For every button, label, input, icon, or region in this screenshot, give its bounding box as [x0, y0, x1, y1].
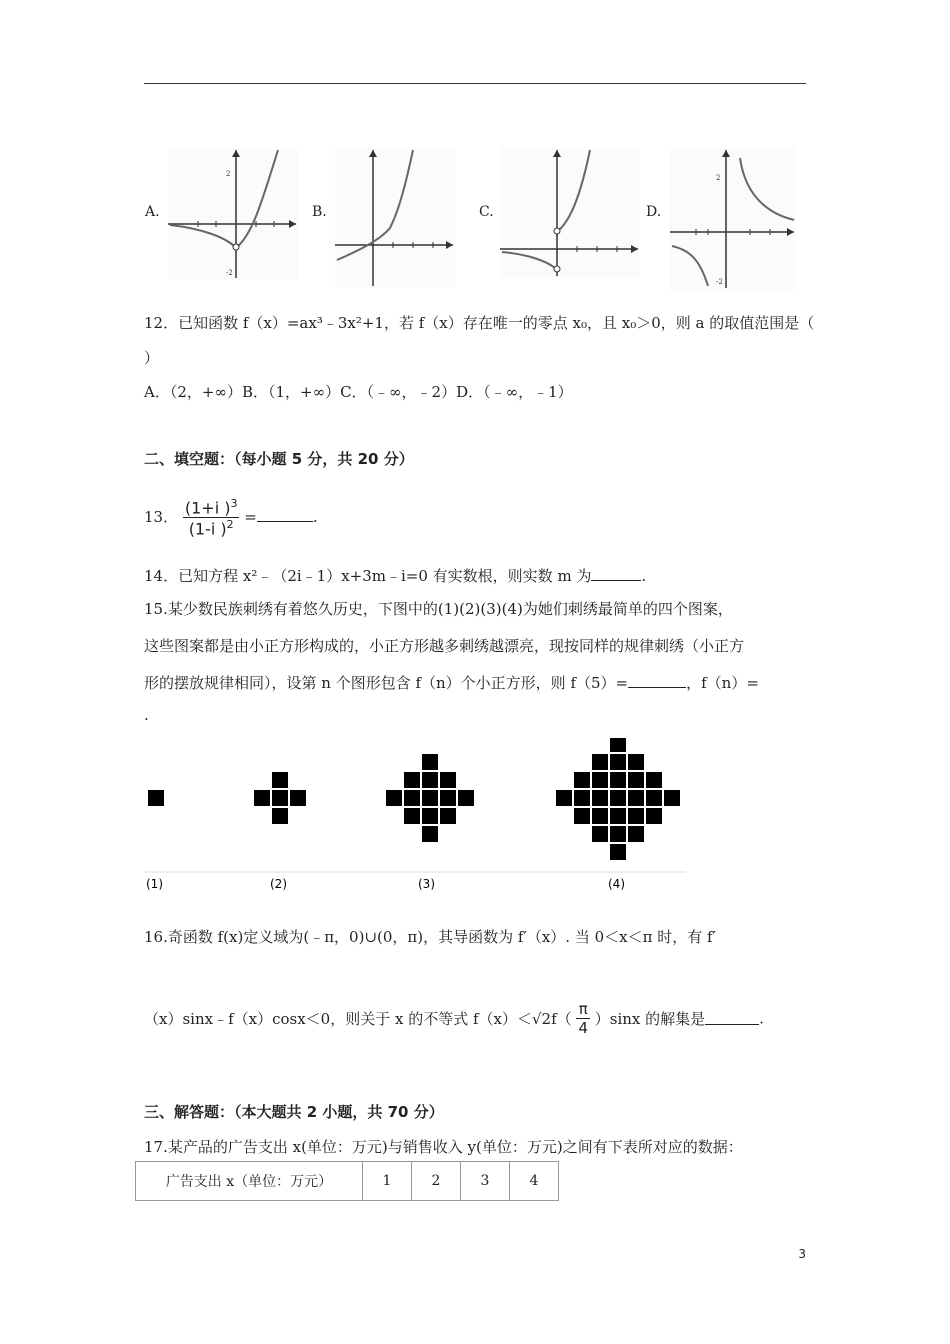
pattern-4-square — [646, 772, 662, 788]
pattern-4-square — [574, 772, 590, 788]
pattern-3-square — [422, 826, 438, 842]
q13 — [144, 497, 318, 539]
pattern-3-square — [386, 790, 402, 806]
pattern-4-square — [628, 808, 644, 824]
pattern-4-square — [610, 738, 626, 752]
q14-answer-blank[interactable] — [591, 568, 641, 581]
q16-answer-blank[interactable] — [705, 1012, 759, 1025]
graph-option-c — [500, 148, 640, 278]
q15-line1: 15.某少数民族刺绣有着悠久历史，下图中的(1)(2)(3)(4)为她们刺绣最简单的四个图案， — [144, 600, 733, 618]
table-header-cell: 广告支出 x（单位：万元） — [136, 1162, 363, 1201]
pattern-3-square — [404, 790, 420, 806]
top-rule — [144, 83, 806, 84]
q12-choices: A．（2，+∞）B．（1，+∞）C．（﹣∞，﹣2）D．（﹣∞，﹣1） — [144, 383, 573, 401]
q13-fraction — [183, 497, 240, 539]
q14-text: 14．已知方程 x²﹣（2i﹣1）x+3m﹣i=0 有实数根，则实数 m 为 — [144, 567, 592, 585]
q13-den-exponent: 2 — [226, 518, 234, 532]
pattern-2-square — [272, 790, 288, 806]
pattern-3-square — [422, 772, 438, 788]
pattern-caption-1: (1) — [146, 877, 163, 891]
section-2-title: 二、填空题：（每小题 5 分，共 20 分） — [144, 450, 414, 468]
q14 — [144, 565, 646, 586]
tick-label-2: 2 — [226, 170, 231, 178]
option-c-label: C. — [479, 204, 494, 220]
pattern-4-square — [646, 808, 662, 824]
table-cell: 4 — [510, 1162, 559, 1201]
pattern-3-square — [422, 754, 438, 770]
tick-label-2: 2 — [716, 174, 721, 182]
q17-data-table — [135, 1161, 559, 1201]
pattern-4-square — [610, 754, 626, 770]
pattern-3-square — [404, 808, 420, 824]
pattern-3-square — [404, 772, 420, 788]
pattern-4-square — [628, 826, 644, 842]
page-number: 3 — [798, 1247, 806, 1261]
pattern-4-square — [610, 772, 626, 788]
pattern-4-square — [628, 790, 644, 806]
embroidery-patterns — [140, 738, 690, 892]
pattern-4-square — [592, 754, 608, 770]
pattern-4-square — [592, 772, 608, 788]
pattern-4-square — [628, 754, 644, 770]
pattern-3-square — [422, 808, 438, 824]
pattern-4-square — [574, 790, 590, 806]
pattern-caption-4: (4) — [608, 877, 625, 891]
pattern-group — [148, 738, 680, 860]
q13-prefix: 13． — [144, 507, 179, 526]
table-row — [136, 1162, 559, 1201]
q13-denominator: (1-i ) — [188, 519, 227, 539]
pattern-4-square — [592, 826, 608, 842]
pattern-2-square — [290, 790, 306, 806]
pattern-4-square — [574, 808, 590, 824]
q16-frac-den: 4 — [578, 1019, 588, 1037]
q12-line2: ） — [144, 349, 160, 367]
pattern-3-square — [440, 772, 456, 788]
q13-num-exponent: 3 — [230, 497, 238, 510]
q12-line1: 12．已知函数 f（x）=ax³﹣3x²+1，若 f（x）存在唯一的零点 x₀，且 x₀＞0，则 a 的取值范围是（ — [144, 314, 815, 332]
q13-equals: = — [244, 507, 257, 526]
option-d-label: D. — [646, 204, 662, 220]
pattern-4-square — [610, 808, 626, 824]
pattern-1-square — [148, 790, 164, 806]
graph-option-a — [168, 148, 298, 280]
pattern-4-square — [646, 790, 662, 806]
pattern-2-square — [272, 808, 288, 824]
q16-line2 — [144, 1000, 764, 1037]
table-cell: 3 — [461, 1162, 510, 1201]
q16-fraction — [576, 1000, 590, 1037]
q13-numerator: (1+i ) — [184, 498, 231, 518]
pattern-3-square — [458, 790, 474, 806]
q16-line2-text: （x）sinx﹣f（x）cosx＜0，则关于 x 的不等式 f（x）＜√2f（ — [144, 1010, 572, 1028]
q15-line3 — [144, 672, 759, 693]
graph-option-d — [670, 148, 796, 290]
pattern-3-square — [440, 808, 456, 824]
q16-frac-num: π — [576, 1000, 590, 1019]
pattern-2-square — [272, 772, 288, 788]
pattern-4-square — [664, 790, 680, 806]
pattern-4-square — [628, 772, 644, 788]
pattern-caption-3: (3) — [418, 877, 435, 891]
pattern-caption-2: (2) — [270, 877, 287, 891]
q15-line3-text: 形的摆放规律相同），设第 n 个图形包含 f（n）个小正方形，则 f（5）= — [144, 674, 629, 692]
option-b-label: B. — [312, 204, 327, 220]
q14-end: . — [641, 567, 647, 585]
pattern-4-square — [610, 790, 626, 806]
q13-end: . — [312, 507, 318, 526]
pattern-4-square — [610, 826, 626, 842]
pattern-4-square — [610, 844, 626, 860]
pattern-2-square — [254, 790, 270, 806]
pattern-3-square — [440, 790, 456, 806]
pattern-3-square — [422, 790, 438, 806]
section-3-title: 三、解答题：（本大题共 2 小题，共 70 分） — [144, 1103, 444, 1121]
q15-f5-blank[interactable] — [628, 675, 686, 688]
graph-option-b — [335, 148, 455, 288]
pattern-4-square — [556, 790, 572, 806]
option-a-label: A. — [145, 204, 160, 220]
tick-label-neg2: -2 — [716, 278, 723, 286]
q16-line1: 16.奇函数 f(x)定义域为(﹣π，0)∪(0，π)，其导函数为 f′（x）. 当 0＜x＜π 时，有 f′ — [144, 928, 716, 946]
pattern-4-square — [592, 808, 608, 824]
q15-line2: 这些图案都是由小正方形构成的，小正方形越多刺绣越漂亮，现按同样的规律刺绣（小正方 — [144, 637, 745, 655]
q16-end: . — [759, 1009, 764, 1028]
q13-answer-blank[interactable] — [257, 509, 313, 522]
q15-line3-fn: ，f（n）= — [686, 674, 759, 692]
q16-line2-tail: ）sinx 的解集是 — [594, 1010, 706, 1028]
pattern-4-square — [592, 790, 608, 806]
table-cell: 2 — [412, 1162, 461, 1201]
q15-line4: . — [144, 706, 149, 724]
q17-text: 17.某产品的广告支出 x(单位：万元)与销售收入 y(单位：万元)之间有下表所对应的数据： — [144, 1138, 743, 1156]
table-cell: 1 — [363, 1162, 412, 1201]
tick-label-neg2: -2 — [226, 269, 233, 277]
